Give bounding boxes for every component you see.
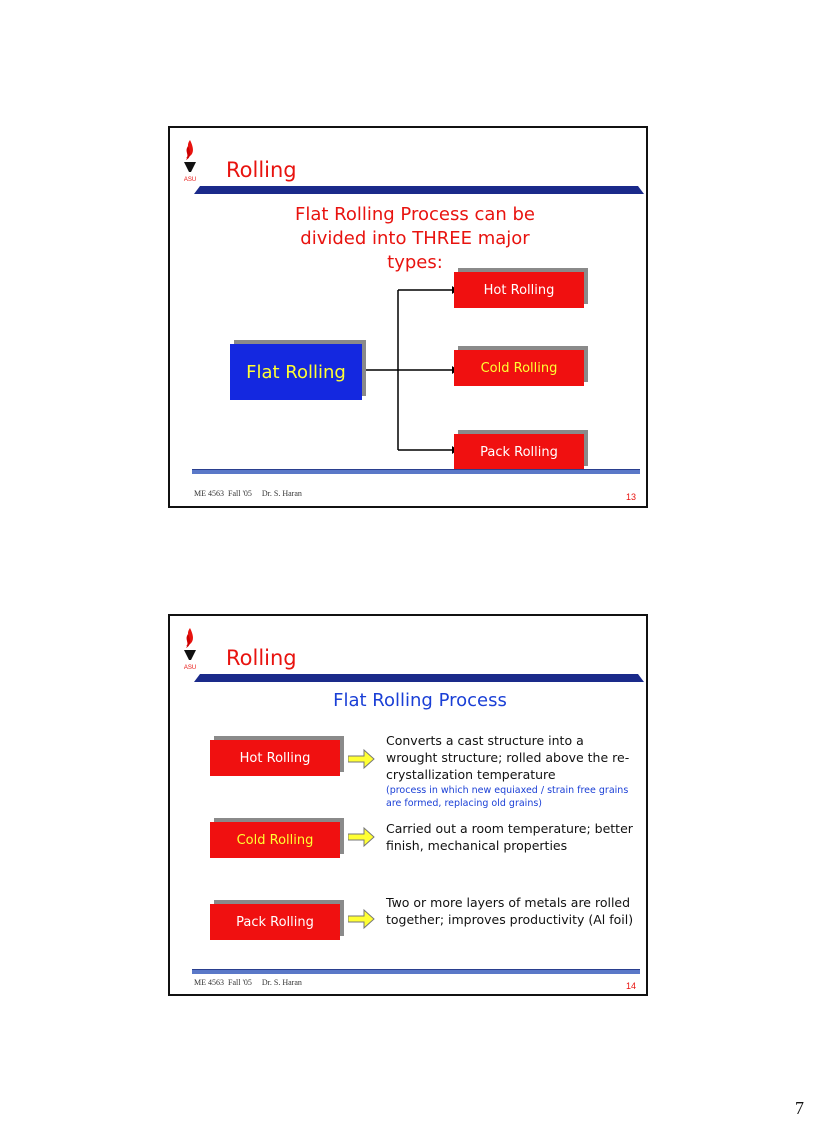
footer-text: ME 4563 Fall '05 Dr. S. Haran bbox=[194, 489, 302, 498]
document-page-number: 7 bbox=[795, 1098, 804, 1118]
slide-13 bbox=[168, 126, 648, 508]
hot-rolling-note: (process in which new equiaxed / strain free grains are formed, replacing old grains) bbox=[386, 785, 629, 809]
hot-rolling-box: Hot Rolling bbox=[210, 740, 340, 776]
hot-rolling-box: Hot Rolling bbox=[454, 272, 584, 308]
pack-rolling-box: Pack Rolling bbox=[210, 904, 340, 940]
arrow-right-icon bbox=[348, 824, 376, 848]
svg-text:ASU: ASU bbox=[183, 177, 197, 183]
title-underline bbox=[194, 674, 644, 682]
footer-line bbox=[192, 969, 640, 974]
hot-rolling-desc-text: Converts a cast structure into a wrought structure; rolled above the re-crystallization temperature bbox=[386, 733, 630, 782]
slide-number: 14 bbox=[625, 981, 636, 991]
svg-text:ASU: ASU bbox=[183, 665, 197, 671]
slide-number: 13 bbox=[625, 492, 636, 502]
footer-text: ME 4563 Fall '05 Dr. S. Haran bbox=[194, 978, 302, 987]
arrow-right-icon bbox=[348, 746, 376, 770]
slide-title: Rolling bbox=[226, 158, 297, 182]
cold-rolling-box: Cold Rolling bbox=[454, 350, 584, 386]
cold-rolling-description: Carried out a room temperature; better finish, mechanical properties bbox=[386, 821, 633, 853]
asu-torch-logo bbox=[178, 626, 202, 672]
pack-rolling-description: Two or more layers of metals are rolled together; improves productivity (Al foil) bbox=[386, 895, 634, 927]
hot-rolling-description bbox=[386, 732, 636, 810]
cold-rolling-box: Cold Rolling bbox=[210, 822, 340, 858]
footer-line bbox=[192, 469, 640, 474]
slide-heading: Flat Rolling Process bbox=[333, 690, 507, 711]
flat-rolling-box: Flat Rolling bbox=[230, 344, 362, 400]
slide-heading: Flat Rolling Process can be divided into THREE major types: bbox=[295, 204, 535, 273]
slide-title: Rolling bbox=[226, 646, 297, 670]
pack-rolling-box: Pack Rolling bbox=[454, 434, 584, 470]
arrow-right-icon bbox=[348, 906, 376, 930]
slide-14 bbox=[168, 614, 648, 996]
